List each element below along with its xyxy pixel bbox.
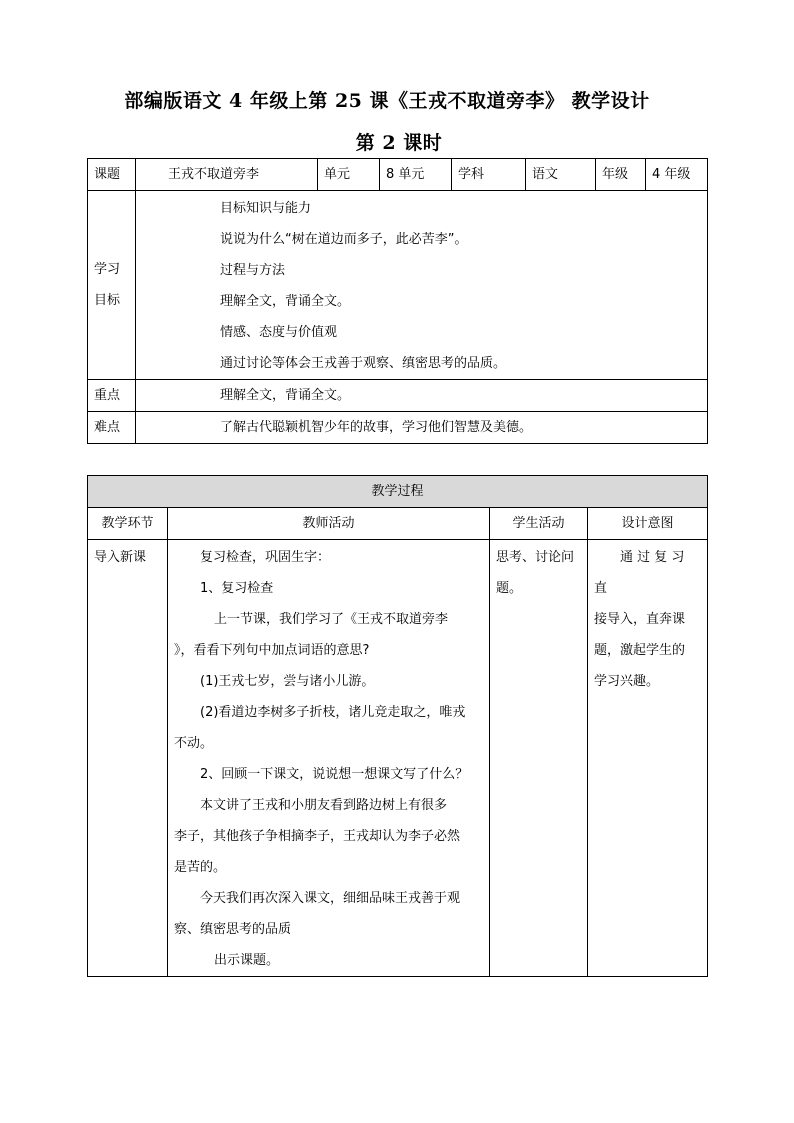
stage-cell: 导入新课: [88, 540, 168, 977]
goal-line: 目标知识与能力: [220, 201, 312, 216]
intent-line: 学习兴趣。: [594, 674, 660, 689]
goals-label-line: 目标: [94, 293, 121, 308]
header-teacher: 教师活动: [168, 508, 490, 540]
teacher-line: 本文讲了王戎和小朋友看到路边树上有很多: [200, 798, 448, 813]
goal-line: 说说为什么“树在道边而多子，此必苦李”。: [220, 232, 468, 247]
intent-line: 通 过 复 习 直: [594, 550, 685, 596]
goals-label-line: 学习: [94, 262, 121, 277]
unit-label: 单元: [318, 159, 380, 191]
process-section-row: [88, 476, 708, 508]
teacher-line: 》，看看下列句中加点词语的意思?: [174, 643, 370, 658]
subject-label: 学科: [452, 159, 526, 191]
intent-line: 题，激起学生的: [594, 643, 686, 658]
teaching-process-table: [87, 475, 708, 977]
design-intent: [588, 540, 708, 977]
header-intent: 设计意图: [588, 508, 708, 540]
teacher-line: 出示课题。: [214, 953, 280, 968]
info-row: [88, 159, 708, 191]
teacher-line: 李子，其他孩子争相摘李子，王戎却认为李子必然: [174, 829, 461, 844]
teacher-line: 1、复习检查: [200, 581, 274, 596]
teacher-line: 上一节课，我们学习了《王戎不取道旁李: [214, 612, 449, 627]
teacher-line: 不动。: [174, 736, 214, 751]
goal-line: 理解全文，背诵全文。: [220, 294, 351, 309]
difficulty-label: 难点: [88, 412, 136, 444]
student-activity: [490, 540, 588, 977]
subject-value: 语文: [526, 159, 596, 191]
teacher-line: (1)王戎七岁，尝与诸小儿游。: [200, 674, 375, 689]
key-point-row: [88, 380, 708, 412]
goals-row: [88, 191, 708, 380]
unit-value: 8 单元: [380, 159, 452, 191]
teacher-line: 是苦的。: [174, 860, 227, 875]
process-row: [88, 540, 708, 977]
goal-line: 通过讨论等体会王戎善于观察、缜密思考的品质。: [220, 356, 507, 371]
key-point-label: 重点: [88, 380, 136, 412]
teacher-line: 今天我们再次深入课文，细细品味王戎善于观: [200, 891, 461, 906]
topic-label: 课题: [88, 159, 136, 191]
difficulty-row: [88, 412, 708, 444]
lesson-info-table: [87, 158, 708, 444]
topic-value: 王戎不取道旁李: [136, 159, 318, 191]
difficulty-text: 了解古代聪颖机智少年的故事，学习他们智慧及美德。: [136, 412, 708, 444]
header-stage: 教学环节: [88, 508, 168, 540]
lesson-period: 第 2 课时: [355, 132, 443, 154]
teacher-line: 2、回顾一下课文，说说想一想课文写了什么？: [200, 767, 469, 782]
student-line: 题。: [496, 581, 523, 596]
teacher-line: 复习检查，巩固生字：: [200, 550, 331, 565]
document-title: 部编版语文 4 年级上第 25 课《王戎不取道旁李》 教学设计: [124, 90, 650, 112]
teacher-line: 察、缜密思考的品质: [174, 922, 292, 937]
teacher-activity: [168, 540, 490, 977]
student-line: 思考、讨论问: [496, 550, 575, 565]
goal-line: 过程与方法: [220, 263, 286, 278]
key-point-text: 理解全文，背诵全文。: [136, 380, 708, 412]
grade-value: 4 年级: [646, 159, 708, 191]
process-header-row: [88, 508, 708, 540]
teacher-line: (2)看道边李树多子折枝，诸儿竞走取之，唯戎: [200, 705, 466, 720]
goals-label: [88, 191, 136, 380]
process-section-title: 教学过程: [88, 476, 708, 508]
header-student: 学生活动: [490, 508, 588, 540]
goal-line: 情感、态度与价值观: [220, 325, 338, 340]
intent-line: 接导入，直奔课: [594, 612, 686, 627]
goals-content: [136, 191, 708, 380]
grade-label: 年级: [596, 159, 646, 191]
